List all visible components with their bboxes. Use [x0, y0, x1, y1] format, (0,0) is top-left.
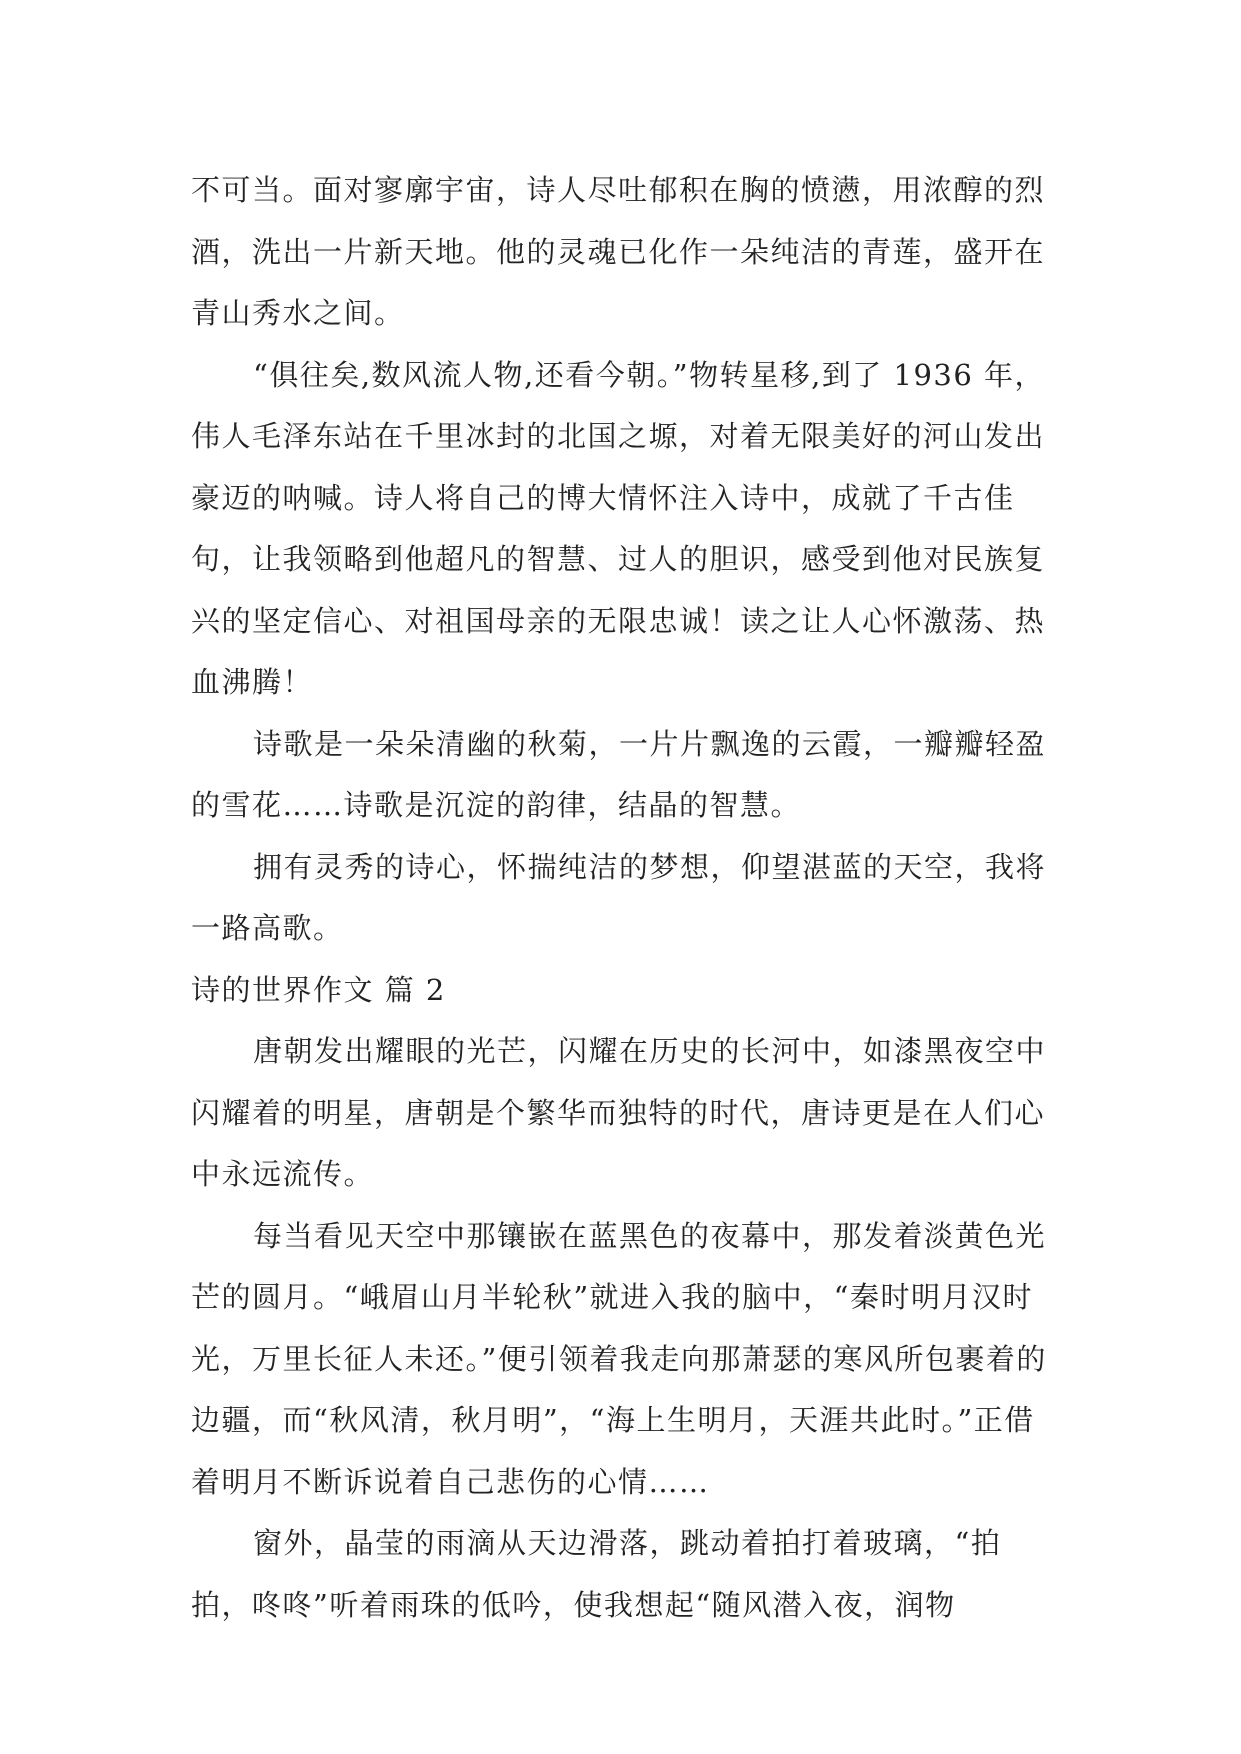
- paragraph-mao-poem: “俱往矣,数风流人物,还看今朝。”物转星移,到了 1936 年，伟人毛泽东站在千里冰封的北国之塬，对着无限美好的河山发出豪迈的呐喊。诗人将自己的博大情怀注入诗中，成就了千古佳句，让我领略到他超凡的智慧、过人的胆识，感受到他对民族复兴的坚定信心、对祖国母亲的无限忠诚！读之让人心怀激荡、热血沸腾！: [191, 357, 1046, 699]
- paragraph-continuation: 不可当。面对寥廓宇宙，诗人尽吐郁积在胸的愤懑，用浓醇的烈酒，洗出一片新天地。他的灵魂已化作一朵纯洁的青莲，盛开在青山秀水之间。: [191, 173, 1046, 330]
- section-heading: 诗的世界作文 篇 2: [191, 972, 446, 1007]
- paragraph-tang-dynasty: 唐朝发出耀眼的光芒，闪耀在历史的长河中，如漆黑夜空中闪耀着的明星，唐朝是个繁华而独特的时代，唐诗更是在人们心中永远流传。: [191, 1034, 1047, 1191]
- paragraph-rain: 窗外，晶莹的雨滴从天边滑落，跳动着拍打着玻璃，“拍拍，咚咚”听着雨珠的低吟，使我想起“随风潜入夜，润物: [191, 1526, 1002, 1622]
- paragraph-moon: 每当看见天空中那镶嵌在蓝黑色的夜幕中，那发着淡黄色光芒的圆月。“峨眉山月半轮秋”就进入我的脑中，“秦时明月汉时光，万里长征人未还。”便引领着我走向那萧瑟的寒风所包裹着的边疆，而“秋风清，秋月明”，“海上生明月，天涯共此时。”正借着明月不断诉说着自己悲伤的心情……: [191, 1218, 1047, 1499]
- paragraph-poetry-metaphor: 诗歌是一朵朵清幽的秋菊，一片片飘逸的云霞，一瓣瓣轻盈的雪花……诗歌是沉淀的韵律，结晶的智慧。: [191, 726, 1047, 822]
- document-body: [191, 160, 1061, 1636]
- paragraph-sing-aloud: 拥有灵秀的诗心，怀揣纯洁的梦想，仰望湛蓝的天空，我将一路高歌。: [191, 849, 1047, 945]
